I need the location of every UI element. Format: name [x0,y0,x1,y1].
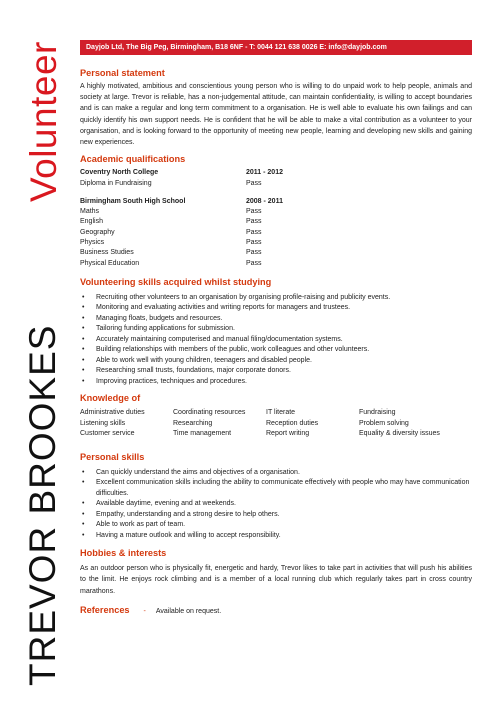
role-title: Volunteer [23,41,64,202]
knowledge-item: Time management [173,430,232,438]
qualification-row [80,217,472,227]
list-item: • Tailoring funding applications for submission. [80,324,472,335]
academic-group [80,197,472,269]
knowledge-item: Administrative duties [80,409,145,417]
knowledge-item: Coordinating resources [173,409,246,417]
qualification-result: Pass [246,179,262,187]
list-item: • Able to work as part of team. [80,520,472,531]
list-item: • Excellent communication skills including the ability to communicate effectively with people who may have communication difficulties. [80,478,472,499]
list-item: • Able to work well with young children, teenagers and disabled people. [80,356,472,367]
knowledge-item: Customer service [80,430,135,438]
academic-heading: Academic qualifications [80,154,186,165]
table-row [80,408,452,418]
qualification-row [80,228,472,238]
qualification-header-row [80,168,472,178]
list-item: • Managing floats, budgets and resources. [80,314,472,325]
volunteering-skills-heading: Volunteering skills acquired whilst studying [80,276,272,287]
list-item: • Accurately maintaining computerised and manual filing/documentation systems. [80,335,472,346]
qualification-result: Pass [246,218,262,226]
personal-statement-heading: Personal statement [80,68,165,78]
qualification-result: Pass [246,249,262,257]
list-item: • Building relationships with members of the public, work colleagues and other volunteers. [80,345,472,356]
knowledge-item: Fundraising [359,409,396,417]
qualification-result: Pass [246,208,262,216]
hobbies-text: As an outdoor person who is physically fit, energetic and hardy, Trevor likes to take part in activities that will push his abilities to the limit. He enjoys rock climbing and is a member of a local running club which regularly takes part in cross country marathons. [80,565,472,595]
qualification-subject: Geography [80,228,115,236]
personal-skills-heading: Personal skills [80,451,145,462]
list-item: • Improving practices, techniques and procedures. [80,377,472,388]
list-item: • Can quickly understand the aims and objectives of a organisation. [80,468,472,479]
knowledge-item: Listening skills [80,419,126,427]
institution-dates: 2008 - 2011 [246,197,283,205]
knowledge-item: Reception duties [266,419,319,427]
contact-bar: Dayjob Ltd, The Big Peg, Birmingham, B18 6NF - T: 0044 121 638 0026 E: info@dayjob.com [80,40,472,55]
qualification-row [80,259,472,269]
qualification-result: Pass [246,228,262,236]
knowledge-item: Researching [173,419,213,427]
list-item: • Researching small trusts, foundations, major corporate donors. [80,366,472,377]
knowledge-table [80,408,452,439]
list-item: • Monitoring and evaluating activities and writing reports for managers and trustees. [80,303,472,314]
personal-statement-text: A highly motivated, ambitious and conscientious young person who is willing to do unpaid work to help people, animals and society at large. Trevor is reliable, has a non-judgemental attitude, can maintain confidentiality, is willing to accept boundaries and is can make a regular and long term commitment to a organisation. He is well able to evaluate his own failings and can quickly identify his own support needs. He is confident that he will be able to make a vital contribution as a volunteer to your organisation, and is looking forward to the opportunity of meeting new people, learning and developing new skills and gaining new experiences. [80,83,472,147]
knowledge-heading: Knowledge of [80,393,141,404]
qualification-row [80,248,472,258]
list-item: • Empathy, understanding and a strong desire to help others. [80,510,472,521]
references-text: Available on request. [155,607,222,615]
references-separator: - [143,607,146,615]
personal-skills-list [80,468,472,542]
institution-name: Birmingham South High School [80,197,186,205]
qualification-result: Pass [246,239,262,246]
qualification-subject: Physics [80,239,105,246]
knowledge-item: IT literate [266,409,296,417]
academic-group [80,168,472,189]
hobbies-heading: Hobbies & interests [80,548,167,559]
qualification-header-row [80,197,472,207]
table-row [80,429,452,439]
institution-name: Coventry North College [80,169,159,177]
qualification-subject: English [80,218,103,226]
candidate-name: TREVOR BROOKES [22,324,63,686]
qualification-subject: Physical Education [80,259,140,267]
knowledge-item: Problem solving [359,419,409,427]
list-item: • Having a mature outlook and willing to accept responsibility. [80,531,472,542]
list-item: • Recruiting other volunteers to an organisation by organising profile-raising and publicity events. [80,293,472,304]
references-heading: References [80,604,130,615]
qualification-subject: Diploma in Fundraising [80,179,152,187]
knowledge-item: Equality & diversity issues [359,430,440,438]
knowledge-item: Report writing [266,430,310,438]
list-item: • Available daytime, evening and at weekends. [80,499,472,510]
qualification-row [80,179,472,189]
table-row [80,419,452,429]
qualification-row [80,238,472,248]
cv-main-column [80,40,472,615]
qualification-result: Pass [246,259,262,267]
qualification-subject: Business Studies [80,249,134,257]
references-row [80,605,472,615]
qualification-row [80,207,472,217]
institution-dates: 2011 - 2012 [246,169,283,177]
volunteering-skills-list [80,293,472,388]
qualification-subject: Maths [80,208,100,216]
